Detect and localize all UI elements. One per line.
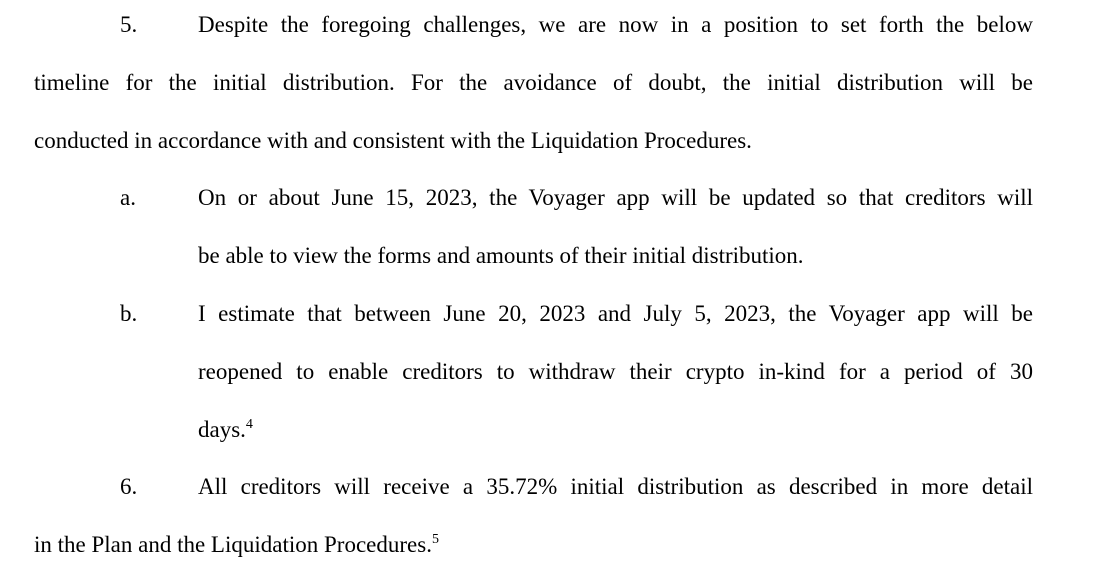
text-line [34, 227, 1033, 285]
paragraph-number: 5. [120, 12, 138, 37]
line-text: in the Plan and the Liquidation Procedures. [34, 532, 432, 558]
text-line [34, 516, 1033, 574]
line-text: All creditors will receive a 35.72% initial distribution as described in more detail [198, 474, 1033, 500]
paragraph-5 [34, 0, 1033, 169]
text-line [34, 401, 1033, 459]
line-text: I estimate that between June 20, 2023 and July 5, 2023, the Voyager app will be [198, 300, 1033, 326]
line-text: conducted in accordance with and consistent with the Liquidation Procedures. [34, 127, 752, 153]
text-line [34, 343, 1033, 401]
text-line [34, 54, 1033, 112]
footnote-ref-5: 5 [431, 532, 439, 548]
line-text: Despite the foregoing challenges, we are now in a position to set forth the below [198, 12, 1033, 37]
line-text: days. [198, 416, 246, 442]
sub-item-a [34, 169, 1033, 285]
text-line [34, 285, 1033, 343]
line-text: timeline for the initial distribution. For the avoidance of doubt, the initial distribution will be [34, 69, 1033, 95]
line-text: On or about June 15, 2023, the Voyager app will be updated so that creditors will [198, 185, 1033, 211]
paragraph-6 [34, 458, 1033, 574]
paragraph-number: 6. [120, 474, 138, 500]
line-text: be able to view the forms and amounts of their initial distribution. [198, 243, 804, 269]
list-marker: b. [120, 300, 138, 326]
sub-item-b [34, 285, 1033, 458]
text-line [34, 112, 1033, 170]
list-marker: a. [120, 185, 136, 211]
text-line [34, 0, 1033, 54]
line-text: reopened to enable creditors to withdraw their crypto in-kind for a period of 30 [198, 358, 1033, 384]
document-body [34, 0, 1033, 574]
footnote-ref-4: 4 [245, 416, 253, 432]
text-line [34, 458, 1033, 516]
text-line [34, 169, 1033, 227]
